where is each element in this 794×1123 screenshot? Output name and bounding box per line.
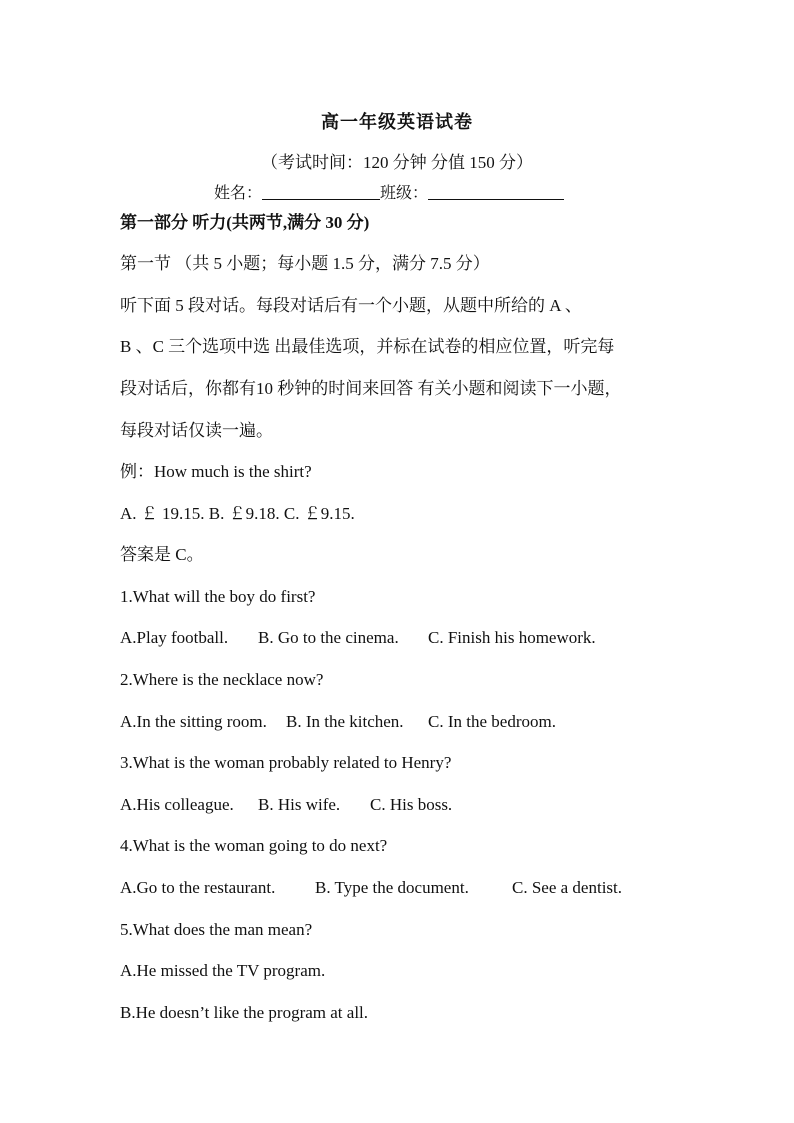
question-4-options — [120, 877, 622, 899]
name-label: 姓名： — [213, 185, 262, 202]
question-1: 1.What will the boy do first? — [120, 587, 316, 606]
example-question: 例：How much is the shirt? — [120, 462, 312, 481]
example-options: A. ￡ 19.15. B. ￡9.18. C. ￡9.15. — [120, 504, 355, 523]
instruction-line-2: B 、C 三个选项中选 出最佳选项，并标在试卷的相应位置，听完每 — [120, 337, 615, 356]
question-1-options — [120, 627, 596, 649]
option-b: B. Go to the cinema. — [258, 628, 399, 647]
option-a: A.Go to the restaurant. — [120, 878, 276, 897]
option-c: C. See a dentist. — [512, 878, 623, 897]
instruction-line-3: 段对话后，你都有10 秒钟的时间来回答 有关小题和阅读下一小题， — [120, 379, 622, 398]
class-blank — [428, 185, 564, 200]
option-c: C. In the bedroom. — [428, 712, 556, 731]
question-3: 3.What is the woman probably related to Henry? — [120, 753, 452, 772]
option-b: B. His wife. — [258, 795, 341, 814]
instruction-line-1: 听下面 5 段对话。每段对话后有一个小题，从题中所给的 A 、 — [120, 296, 582, 315]
part-one-title: 第一部分 听力(共两节,满分 30 分) — [120, 213, 370, 232]
example-answer: 答案是 C。 — [120, 545, 204, 564]
exam-time-score: （考试时间：120 分钟 分值 150 分） — [261, 153, 533, 172]
question-4: 4.What is the woman going to do next? — [120, 836, 388, 855]
option-c: C. Finish his homework. — [428, 628, 596, 647]
question-2: 2.Where is the necklace now? — [120, 670, 324, 689]
class-label: 班级： — [380, 185, 429, 202]
option-b: B. Type the document. — [315, 878, 469, 897]
student-info-line — [0, 180, 786, 203]
option-a: A.Play football. — [120, 628, 229, 647]
option-c: C. His boss. — [370, 795, 453, 814]
exam-title: 高一年级英语试卷 — [321, 112, 473, 132]
question-2-options — [120, 711, 556, 733]
question-5-option-b: B.He doesn’t like the program at all. — [120, 1003, 369, 1022]
option-b: B. In the kitchen. — [286, 712, 404, 731]
option-a: A.In the sitting room. — [120, 712, 267, 731]
question-5: 5.What does the man mean? — [120, 920, 313, 939]
instruction-line-4: 每段对话仅读一遍。 — [120, 421, 273, 440]
option-a: A.His colleague. — [120, 795, 234, 814]
name-blank — [262, 185, 380, 200]
section-one-title: 第一节 （共 5 小题；每小题 1.5 分，满分 7.5 分） — [120, 254, 490, 273]
question-3-options — [120, 794, 452, 816]
question-5-option-a: A.He missed the TV program. — [120, 961, 326, 980]
